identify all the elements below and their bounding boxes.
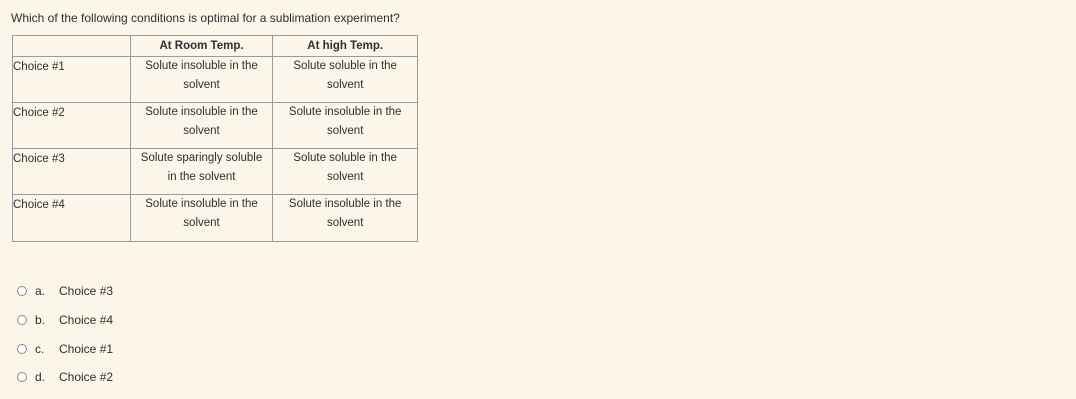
- row-label: Choice #2: [13, 103, 131, 149]
- option-d[interactable]: [17, 363, 113, 392]
- option-label[interactable]: Choice #4: [59, 313, 114, 328]
- option-letter: a.: [35, 284, 46, 299]
- high-temp-cell: Solute soluble in the solvent: [273, 149, 418, 195]
- room-temp-cell: Solute sparingly soluble in the solvent: [130, 149, 273, 195]
- option-letter: d.: [35, 370, 46, 385]
- option-letter: c.: [35, 341, 45, 356]
- high-temp-cell: Solute soluble in the solvent: [273, 57, 418, 103]
- option-label[interactable]: Choice #1: [59, 341, 114, 356]
- room-temp-cell: Solute insoluble in the solvent: [130, 57, 273, 103]
- table-row: [13, 149, 418, 195]
- row-label: Choice #3: [13, 149, 131, 195]
- table-row: [13, 195, 418, 242]
- table-row: [13, 57, 418, 103]
- high-temp-cell: Solute insoluble in the solvent: [273, 195, 418, 242]
- conditions-table: [12, 35, 418, 242]
- radio-button[interactable]: [17, 344, 27, 354]
- header-empty: [13, 36, 131, 57]
- room-temp-cell: Solute insoluble in the solvent: [130, 195, 273, 242]
- option-letter: b.: [35, 313, 46, 328]
- high-temp-cell: Solute insoluble in the solvent: [273, 103, 418, 149]
- option-label[interactable]: Choice #2: [59, 370, 114, 385]
- radio-button[interactable]: [17, 315, 27, 325]
- option-a[interactable]: [17, 277, 113, 306]
- radio-button[interactable]: [17, 286, 27, 296]
- answer-options: [17, 277, 113, 392]
- room-temp-cell: Solute insoluble in the solvent: [130, 103, 273, 149]
- table-row: [13, 103, 418, 149]
- radio-button[interactable]: [17, 372, 27, 382]
- row-label: Choice #1: [13, 57, 131, 103]
- header-high-temp: At high Temp.: [273, 36, 418, 57]
- option-label[interactable]: Choice #3: [59, 284, 114, 299]
- table-header-row: [13, 36, 418, 57]
- option-c[interactable]: [17, 334, 113, 363]
- question-text: Which of the following conditions is optimal for a sublimation experiment?: [11, 11, 400, 25]
- row-label: Choice #4: [13, 195, 131, 242]
- header-room-temp: At Room Temp.: [130, 36, 273, 57]
- option-b[interactable]: [17, 306, 113, 335]
